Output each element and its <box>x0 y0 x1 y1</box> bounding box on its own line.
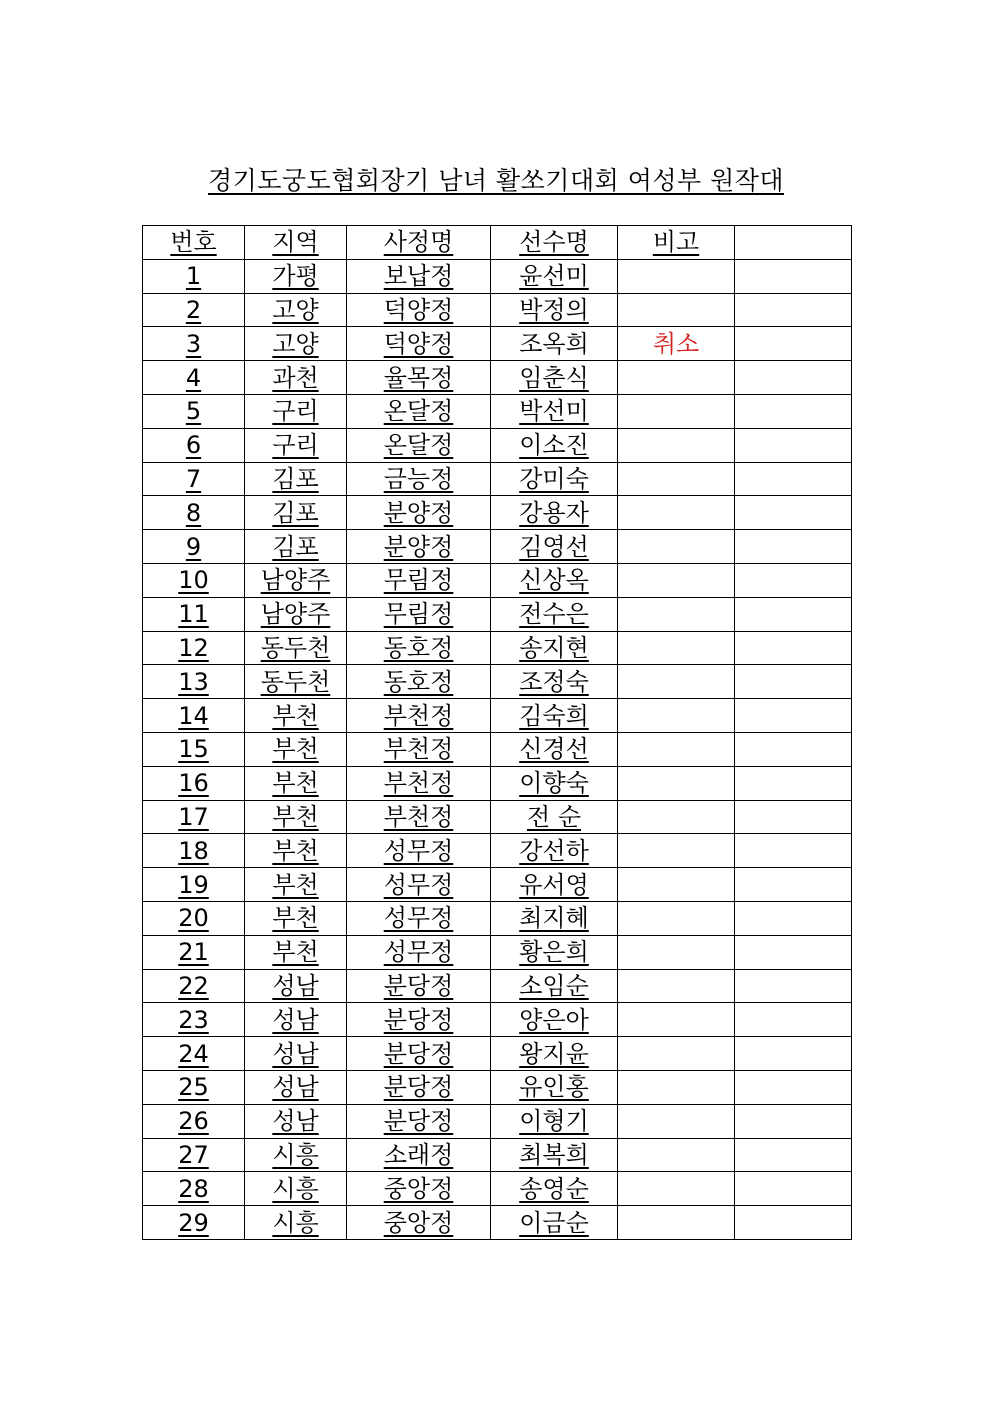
table-row <box>143 563 852 597</box>
cell-empty <box>735 665 852 699</box>
cell-archery-range: 온달정 <box>347 428 491 462</box>
cell-number: 5 <box>143 394 245 428</box>
cell-archery-range: 덕양정 <box>347 293 491 327</box>
cell-archery-range: 중앙정 <box>347 1172 491 1206</box>
cell-region: 부천 <box>245 699 347 733</box>
cell-region: 시흥 <box>245 1138 347 1172</box>
cell-region: 고양 <box>245 293 347 327</box>
cell-empty <box>735 834 852 868</box>
table-row <box>143 800 852 834</box>
cell-name: 신상옥 <box>491 563 618 597</box>
cell-empty <box>735 732 852 766</box>
cell-name: 강선하 <box>491 834 618 868</box>
cell-region: 김포 <box>245 496 347 530</box>
cell-region: 김포 <box>245 530 347 564</box>
cell-name: 이향숙 <box>491 766 618 800</box>
cell-archery-range: 중앙정 <box>347 1206 491 1240</box>
cell-archery-range: 성무정 <box>347 834 491 868</box>
cell-archery-range: 동호정 <box>347 631 491 665</box>
table-row <box>143 969 852 1003</box>
table-row <box>143 868 852 902</box>
cell-archery-range: 덕양정 <box>347 327 491 361</box>
cell-region: 시흥 <box>245 1206 347 1240</box>
cell-number: 27 <box>143 1138 245 1172</box>
cell-archery-range: 성무정 <box>347 901 491 935</box>
cell-number: 19 <box>143 868 245 902</box>
cell-note <box>618 631 735 665</box>
table-row <box>143 631 852 665</box>
cell-name: 소임순 <box>491 969 618 1003</box>
cell-region: 동두천 <box>245 665 347 699</box>
cell-name: 전 순 <box>491 800 618 834</box>
cell-name: 유인홍 <box>491 1070 618 1104</box>
header-archery-range: 사정명 <box>347 226 491 260</box>
cell-region: 구리 <box>245 394 347 428</box>
cell-note <box>618 1037 735 1071</box>
table-row <box>143 327 852 361</box>
table-row <box>143 1138 852 1172</box>
cell-number: 20 <box>143 901 245 935</box>
cell-archery-range: 보납정 <box>347 259 491 293</box>
cell-region: 남양주 <box>245 597 347 631</box>
cell-archery-range: 무림정 <box>347 563 491 597</box>
cell-region: 구리 <box>245 428 347 462</box>
cell-archery-range: 분당정 <box>347 1104 491 1138</box>
cell-name: 조정숙 <box>491 665 618 699</box>
cell-name: 이금순 <box>491 1206 618 1240</box>
cell-number: 10 <box>143 563 245 597</box>
cell-number: 17 <box>143 800 245 834</box>
table-row <box>143 834 852 868</box>
cell-note <box>618 1172 735 1206</box>
table-row <box>143 1172 852 1206</box>
cell-region: 성남 <box>245 969 347 1003</box>
cell-note <box>618 259 735 293</box>
cell-number: 18 <box>143 834 245 868</box>
cell-empty <box>735 563 852 597</box>
cell-number: 16 <box>143 766 245 800</box>
cell-empty <box>735 901 852 935</box>
cell-empty <box>735 530 852 564</box>
cell-archery-range: 부천정 <box>347 800 491 834</box>
cell-empty <box>735 1138 852 1172</box>
cell-note <box>618 800 735 834</box>
cell-name: 강미숙 <box>491 462 618 496</box>
cell-number: 22 <box>143 969 245 1003</box>
cell-name: 황은희 <box>491 935 618 969</box>
header-name: 선수명 <box>491 226 618 260</box>
cell-note <box>618 935 735 969</box>
cell-note <box>618 1003 735 1037</box>
cell-region: 성남 <box>245 1070 347 1104</box>
cell-region: 고양 <box>245 327 347 361</box>
cell-number: 9 <box>143 530 245 564</box>
cell-number: 25 <box>143 1070 245 1104</box>
cell-region: 동두천 <box>245 631 347 665</box>
table-row <box>143 699 852 733</box>
cell-number: 2 <box>143 293 245 327</box>
cell-name: 박선미 <box>491 394 618 428</box>
cell-empty <box>735 428 852 462</box>
cell-archery-range: 분당정 <box>347 1070 491 1104</box>
cell-name: 박정의 <box>491 293 618 327</box>
table-row <box>143 530 852 564</box>
cell-archery-range: 금능정 <box>347 462 491 496</box>
cell-name: 이형기 <box>491 1104 618 1138</box>
cell-empty <box>735 394 852 428</box>
cell-archery-range: 부천정 <box>347 699 491 733</box>
cell-name: 최복희 <box>491 1138 618 1172</box>
cell-note <box>618 1138 735 1172</box>
cell-name: 윤선미 <box>491 259 618 293</box>
cell-name: 임춘식 <box>491 361 618 395</box>
cell-region: 부천 <box>245 901 347 935</box>
table-row <box>143 935 852 969</box>
table-row <box>143 732 852 766</box>
cell-number: 1 <box>143 259 245 293</box>
cell-number: 29 <box>143 1206 245 1240</box>
table-row <box>143 462 852 496</box>
cell-region: 김포 <box>245 462 347 496</box>
header-empty <box>735 226 852 260</box>
cell-number: 7 <box>143 462 245 496</box>
cell-region: 과천 <box>245 361 347 395</box>
cell-number: 11 <box>143 597 245 631</box>
cell-note <box>618 901 735 935</box>
table-row <box>143 665 852 699</box>
cell-empty <box>735 1037 852 1071</box>
cell-note <box>618 1104 735 1138</box>
cell-number: 12 <box>143 631 245 665</box>
cell-empty <box>735 462 852 496</box>
table-row <box>143 766 852 800</box>
cell-empty <box>735 1172 852 1206</box>
cell-empty <box>735 699 852 733</box>
cell-name: 송영순 <box>491 1172 618 1206</box>
document-title-text: 경기도궁도협회장기 남녀 활쏘기대회 여성부 원작대 <box>207 166 785 195</box>
table-row <box>143 1003 852 1037</box>
cell-archery-range: 분양정 <box>347 496 491 530</box>
cell-region: 남양주 <box>245 563 347 597</box>
cell-region: 부천 <box>245 766 347 800</box>
roster-table-body <box>143 226 852 1240</box>
cell-empty <box>735 293 852 327</box>
table-row <box>143 901 852 935</box>
cell-archery-range: 분양정 <box>347 530 491 564</box>
table-row <box>143 394 852 428</box>
table-row <box>143 259 852 293</box>
cell-archery-range: 율목정 <box>347 361 491 395</box>
cell-name: 송지현 <box>491 631 618 665</box>
cell-region: 부천 <box>245 935 347 969</box>
cell-archery-range: 분당정 <box>347 1037 491 1071</box>
cell-number: 13 <box>143 665 245 699</box>
cell-number: 14 <box>143 699 245 733</box>
table-row <box>143 293 852 327</box>
cell-empty <box>735 868 852 902</box>
cell-number: 28 <box>143 1172 245 1206</box>
cell-empty <box>735 631 852 665</box>
cell-note <box>618 563 735 597</box>
cell-empty <box>735 597 852 631</box>
header-number: 번호 <box>143 226 245 260</box>
cell-name: 최지혜 <box>491 901 618 935</box>
cell-name: 이소진 <box>491 428 618 462</box>
table-header-row <box>143 226 852 260</box>
cell-name: 왕지윤 <box>491 1037 618 1071</box>
cell-note <box>618 1206 735 1240</box>
cell-note <box>618 530 735 564</box>
table-row <box>143 597 852 631</box>
cell-number: 23 <box>143 1003 245 1037</box>
cell-note <box>618 496 735 530</box>
cell-region: 시흥 <box>245 1172 347 1206</box>
cell-archery-range: 온달정 <box>347 394 491 428</box>
cell-name: 김영선 <box>491 530 618 564</box>
cell-archery-range: 동호정 <box>347 665 491 699</box>
cell-region: 부천 <box>245 834 347 868</box>
cell-empty <box>735 1003 852 1037</box>
header-region: 지역 <box>245 226 347 260</box>
cell-name: 조옥희 <box>491 327 618 361</box>
cell-note <box>618 969 735 1003</box>
table-row <box>143 1104 852 1138</box>
cell-number: 24 <box>143 1037 245 1071</box>
cell-name: 강용자 <box>491 496 618 530</box>
cell-empty <box>735 259 852 293</box>
cell-note <box>618 361 735 395</box>
cell-archery-range: 무림정 <box>347 597 491 631</box>
table-row <box>143 1037 852 1071</box>
table-row <box>143 361 852 395</box>
cell-note <box>618 834 735 868</box>
cell-empty <box>735 800 852 834</box>
cell-archery-range: 성무정 <box>347 935 491 969</box>
cell-number: 21 <box>143 935 245 969</box>
cell-number: 8 <box>143 496 245 530</box>
cell-note <box>618 462 735 496</box>
cell-region: 부천 <box>245 732 347 766</box>
cell-empty <box>735 969 852 1003</box>
cell-region: 부천 <box>245 868 347 902</box>
cell-note <box>618 394 735 428</box>
cell-note <box>618 1070 735 1104</box>
table-row <box>143 1206 852 1240</box>
cell-number: 15 <box>143 732 245 766</box>
cell-note <box>618 732 735 766</box>
cell-note: 취소 <box>618 327 735 361</box>
cell-name: 신경선 <box>491 732 618 766</box>
cell-region: 성남 <box>245 1037 347 1071</box>
cell-archery-range: 부천정 <box>347 766 491 800</box>
cell-empty <box>735 361 852 395</box>
cell-note <box>618 665 735 699</box>
cell-region: 성남 <box>245 1104 347 1138</box>
cell-empty <box>735 1206 852 1240</box>
cell-region: 부천 <box>245 800 347 834</box>
cell-empty <box>735 1070 852 1104</box>
roster-table <box>142 225 852 1240</box>
cell-note <box>618 293 735 327</box>
document-title <box>0 163 992 199</box>
cell-number: 6 <box>143 428 245 462</box>
cell-note <box>618 597 735 631</box>
cell-name: 김숙희 <box>491 699 618 733</box>
cell-archery-range: 분당정 <box>347 969 491 1003</box>
cell-empty <box>735 496 852 530</box>
cell-number: 26 <box>143 1104 245 1138</box>
cell-note <box>618 868 735 902</box>
cell-empty <box>735 935 852 969</box>
cell-archery-range: 부천정 <box>347 732 491 766</box>
header-note: 비고 <box>618 226 735 260</box>
cell-note <box>618 766 735 800</box>
cell-archery-range: 소래정 <box>347 1138 491 1172</box>
table-row <box>143 1070 852 1104</box>
table-row <box>143 496 852 530</box>
cell-empty <box>735 327 852 361</box>
cell-empty <box>735 1104 852 1138</box>
cell-note <box>618 428 735 462</box>
cell-region: 성남 <box>245 1003 347 1037</box>
cell-name: 유서영 <box>491 868 618 902</box>
cell-note <box>618 699 735 733</box>
cell-empty <box>735 766 852 800</box>
cell-number: 3 <box>143 327 245 361</box>
cell-archery-range: 성무정 <box>347 868 491 902</box>
cell-archery-range: 분당정 <box>347 1003 491 1037</box>
cell-name: 양은아 <box>491 1003 618 1037</box>
cell-region: 가평 <box>245 259 347 293</box>
cell-name: 전수은 <box>491 597 618 631</box>
table-row <box>143 428 852 462</box>
cell-number: 4 <box>143 361 245 395</box>
